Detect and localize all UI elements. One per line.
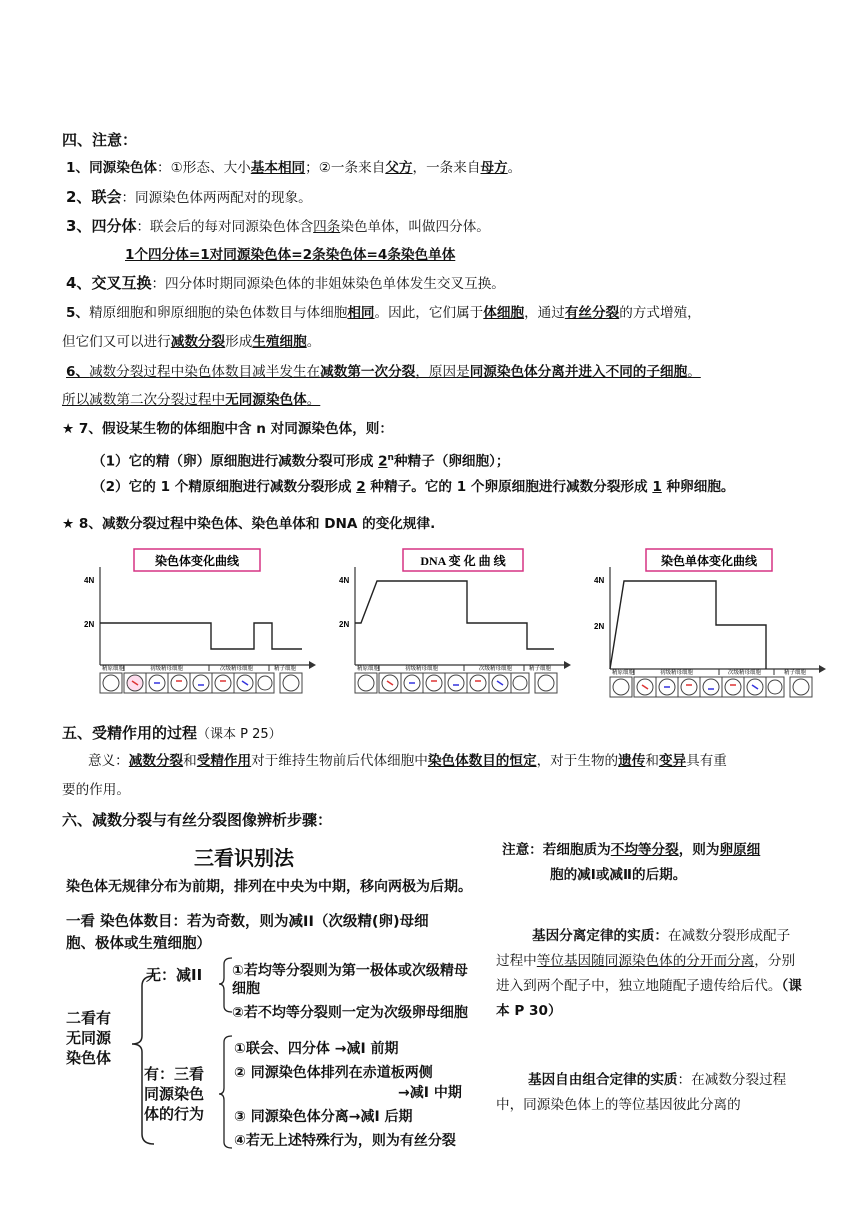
item-3: 3、四分体：联会后的每对同源染色体含四条染色单体，叫做四分体。	[66, 217, 490, 235]
svg-text:精原细胞: 精原细胞	[357, 666, 380, 672]
chromosome-chart	[84, 545, 324, 705]
item-7: ★ 7、假设某生物的体细胞中含 n 对同源染色体，则：	[62, 421, 393, 437]
diagram-line-2b: 胞、极体或生殖细胞）	[66, 936, 211, 952]
item-6-cont: 所以减数第二次分裂过程中无同源染色体。	[62, 392, 321, 408]
svg-text:初级精母细胞: 初级精母细胞	[405, 666, 439, 672]
yes-case-2a: ② 同源染色体排列在赤道板两侧	[234, 1065, 433, 1081]
segregation-law: 基因分离定律的实质：在减数分裂形成配子过程中等位基因随同源染色体的分开而分离，分别进入到两个配子中，独立地随配子遗传给后代。（课本 P 30）	[496, 928, 802, 1019]
diagram-title: 三看识别法	[194, 846, 294, 870]
chart-title: DNA 变 化 曲 线	[420, 554, 506, 568]
independent-assortment-law: 基因自由组合定律的实质：在减数分裂过程中，同源染色体上的等位基因彼此分离的	[496, 1072, 787, 1113]
chromatid-chart	[594, 545, 834, 710]
chromosome-curve	[100, 623, 302, 649]
yes-case-1: ①联会、四分体 →减I 前期	[234, 1041, 399, 1057]
item-4: 4、交叉互换：四分体时期同源染色体的非姐妹染色单体发生交叉互换。	[66, 274, 505, 292]
y-tick-4n: 4N	[339, 576, 350, 585]
y-tick-2n: 2N	[339, 620, 350, 629]
yes-homolog-label: 有：三看 同源染色 体的行为	[144, 1065, 205, 1123]
svg-text:精原细胞: 精原细胞	[102, 666, 125, 672]
no-case-1a: ①若均等分裂则为第一极体或次级精母	[232, 963, 468, 979]
yes-case-2b: →减I 中期	[398, 1085, 462, 1101]
no-homolog-label: 无：减II	[146, 966, 203, 984]
cell-images	[355, 673, 557, 693]
no-case-1b: 细胞	[232, 981, 260, 997]
item-5-cont: 但它们又可以进行减数分裂形成生殖细胞。	[62, 334, 321, 350]
svg-text:初级精母细胞: 初级精母细胞	[150, 666, 184, 672]
y-tick-2n: 2N	[594, 622, 605, 631]
yes-case-3: ③ 同源染色体分离→减I 后期	[234, 1109, 413, 1125]
svg-text:精子细胞: 精子细胞	[529, 666, 552, 672]
item-6: 6、减数分裂过程中染色体数目减半发生在减数第一次分裂，原因是同源染色体分离并进入不同的子细胞。	[66, 364, 701, 380]
chart-title: 染色单体变化曲线	[660, 554, 758, 568]
svg-text:精子细胞: 精子细胞	[274, 666, 297, 672]
diagram-line-1: 染色体无规律分布为前期，排列在中央为中期，移向两极为后期。	[66, 879, 472, 895]
bracket-yes	[218, 1032, 234, 1158]
section-5-heading: 五、受精作用的过程（课本 P 25）	[62, 724, 282, 742]
no-case-2: ②若不均等分裂则一定为次级卵母细胞	[232, 1005, 468, 1021]
star-icon: ★	[62, 421, 75, 437]
dna-curve	[355, 581, 554, 649]
y-tick-4n: 4N	[84, 576, 95, 585]
dna-chart	[339, 545, 579, 705]
diagram-line-2a: 一看 染色体数目：若为奇数，则为减II（次级精(卵)母细	[66, 914, 429, 930]
svg-text:次级精母细胞: 次级精母细胞	[479, 666, 513, 672]
cell-images	[100, 673, 302, 693]
svg-text:精原细胞: 精原细胞	[612, 670, 635, 676]
section-6-heading: 六、减数分裂与有丝分裂图像辨析步骤：	[62, 811, 333, 829]
svg-text:精子细胞: 精子细胞	[784, 670, 807, 676]
bracket-main	[128, 956, 158, 1156]
chart-title: 染色体变化曲线	[154, 554, 240, 568]
y-tick-2n: 2N	[84, 620, 95, 629]
cell-images	[610, 677, 812, 697]
item-2: 2、联会：同源染色体两两配对的现象。	[66, 188, 312, 206]
second-look-label: 二看有 无同源 染色体	[66, 1009, 112, 1067]
item-5: 5、精原细胞和卵原细胞的染色体数目与体细胞相同。因此，它们属于体细胞，通过有丝分裂的方式增殖，	[66, 305, 701, 321]
yes-case-4: ④若无上述特殊行为，则为有丝分裂	[234, 1133, 456, 1149]
item-3-equation: 1个四分体=1对同源染色体=2条染色体=4条染色单体	[125, 247, 456, 263]
star-icon: ★	[62, 516, 75, 532]
note: 注意：若细胞质为不均等分裂，则为卵原细 胞的减Ⅰ或减Ⅱ的后期。	[502, 842, 761, 883]
item-7-1: （1）它的精（卵）原细胞进行减数分裂可形成 2$^n$种精子（卵细胞）；	[92, 453, 510, 470]
svg-text:次级精母细胞: 次级精母细胞	[728, 670, 762, 676]
svg-text:次级精母细胞: 次级精母细胞	[220, 666, 254, 672]
item-8: ★ 8、减数分裂过程中染色体、染色单体和 DNA 的变化规律.	[62, 516, 436, 532]
svg-text:初级精母细胞: 初级精母细胞	[660, 670, 694, 676]
y-tick-4n: 4N	[594, 576, 605, 585]
item-1: 1、同源染色体：①形态、大小基本相同；②一条来自父方，一条来自母方。	[66, 160, 522, 176]
section-5-meaning-cont: 要的作用。	[62, 782, 130, 798]
three-look-method-diagram	[62, 836, 492, 1156]
chromatid-curve	[610, 581, 766, 669]
item-7-2: （2）它的 1 个精原细胞进行减数分裂形成 2 种精子。它的 1 个卵原细胞进行减数分裂形成 1 种卵细胞。	[92, 479, 735, 495]
section-5-meaning: 意义：减数分裂和受精作用对于维持生物前后代体细胞中染色体数目的恒定，对于生物的遗传和变异具有重	[88, 753, 727, 769]
section-4-heading: 四、注意：	[62, 131, 138, 149]
